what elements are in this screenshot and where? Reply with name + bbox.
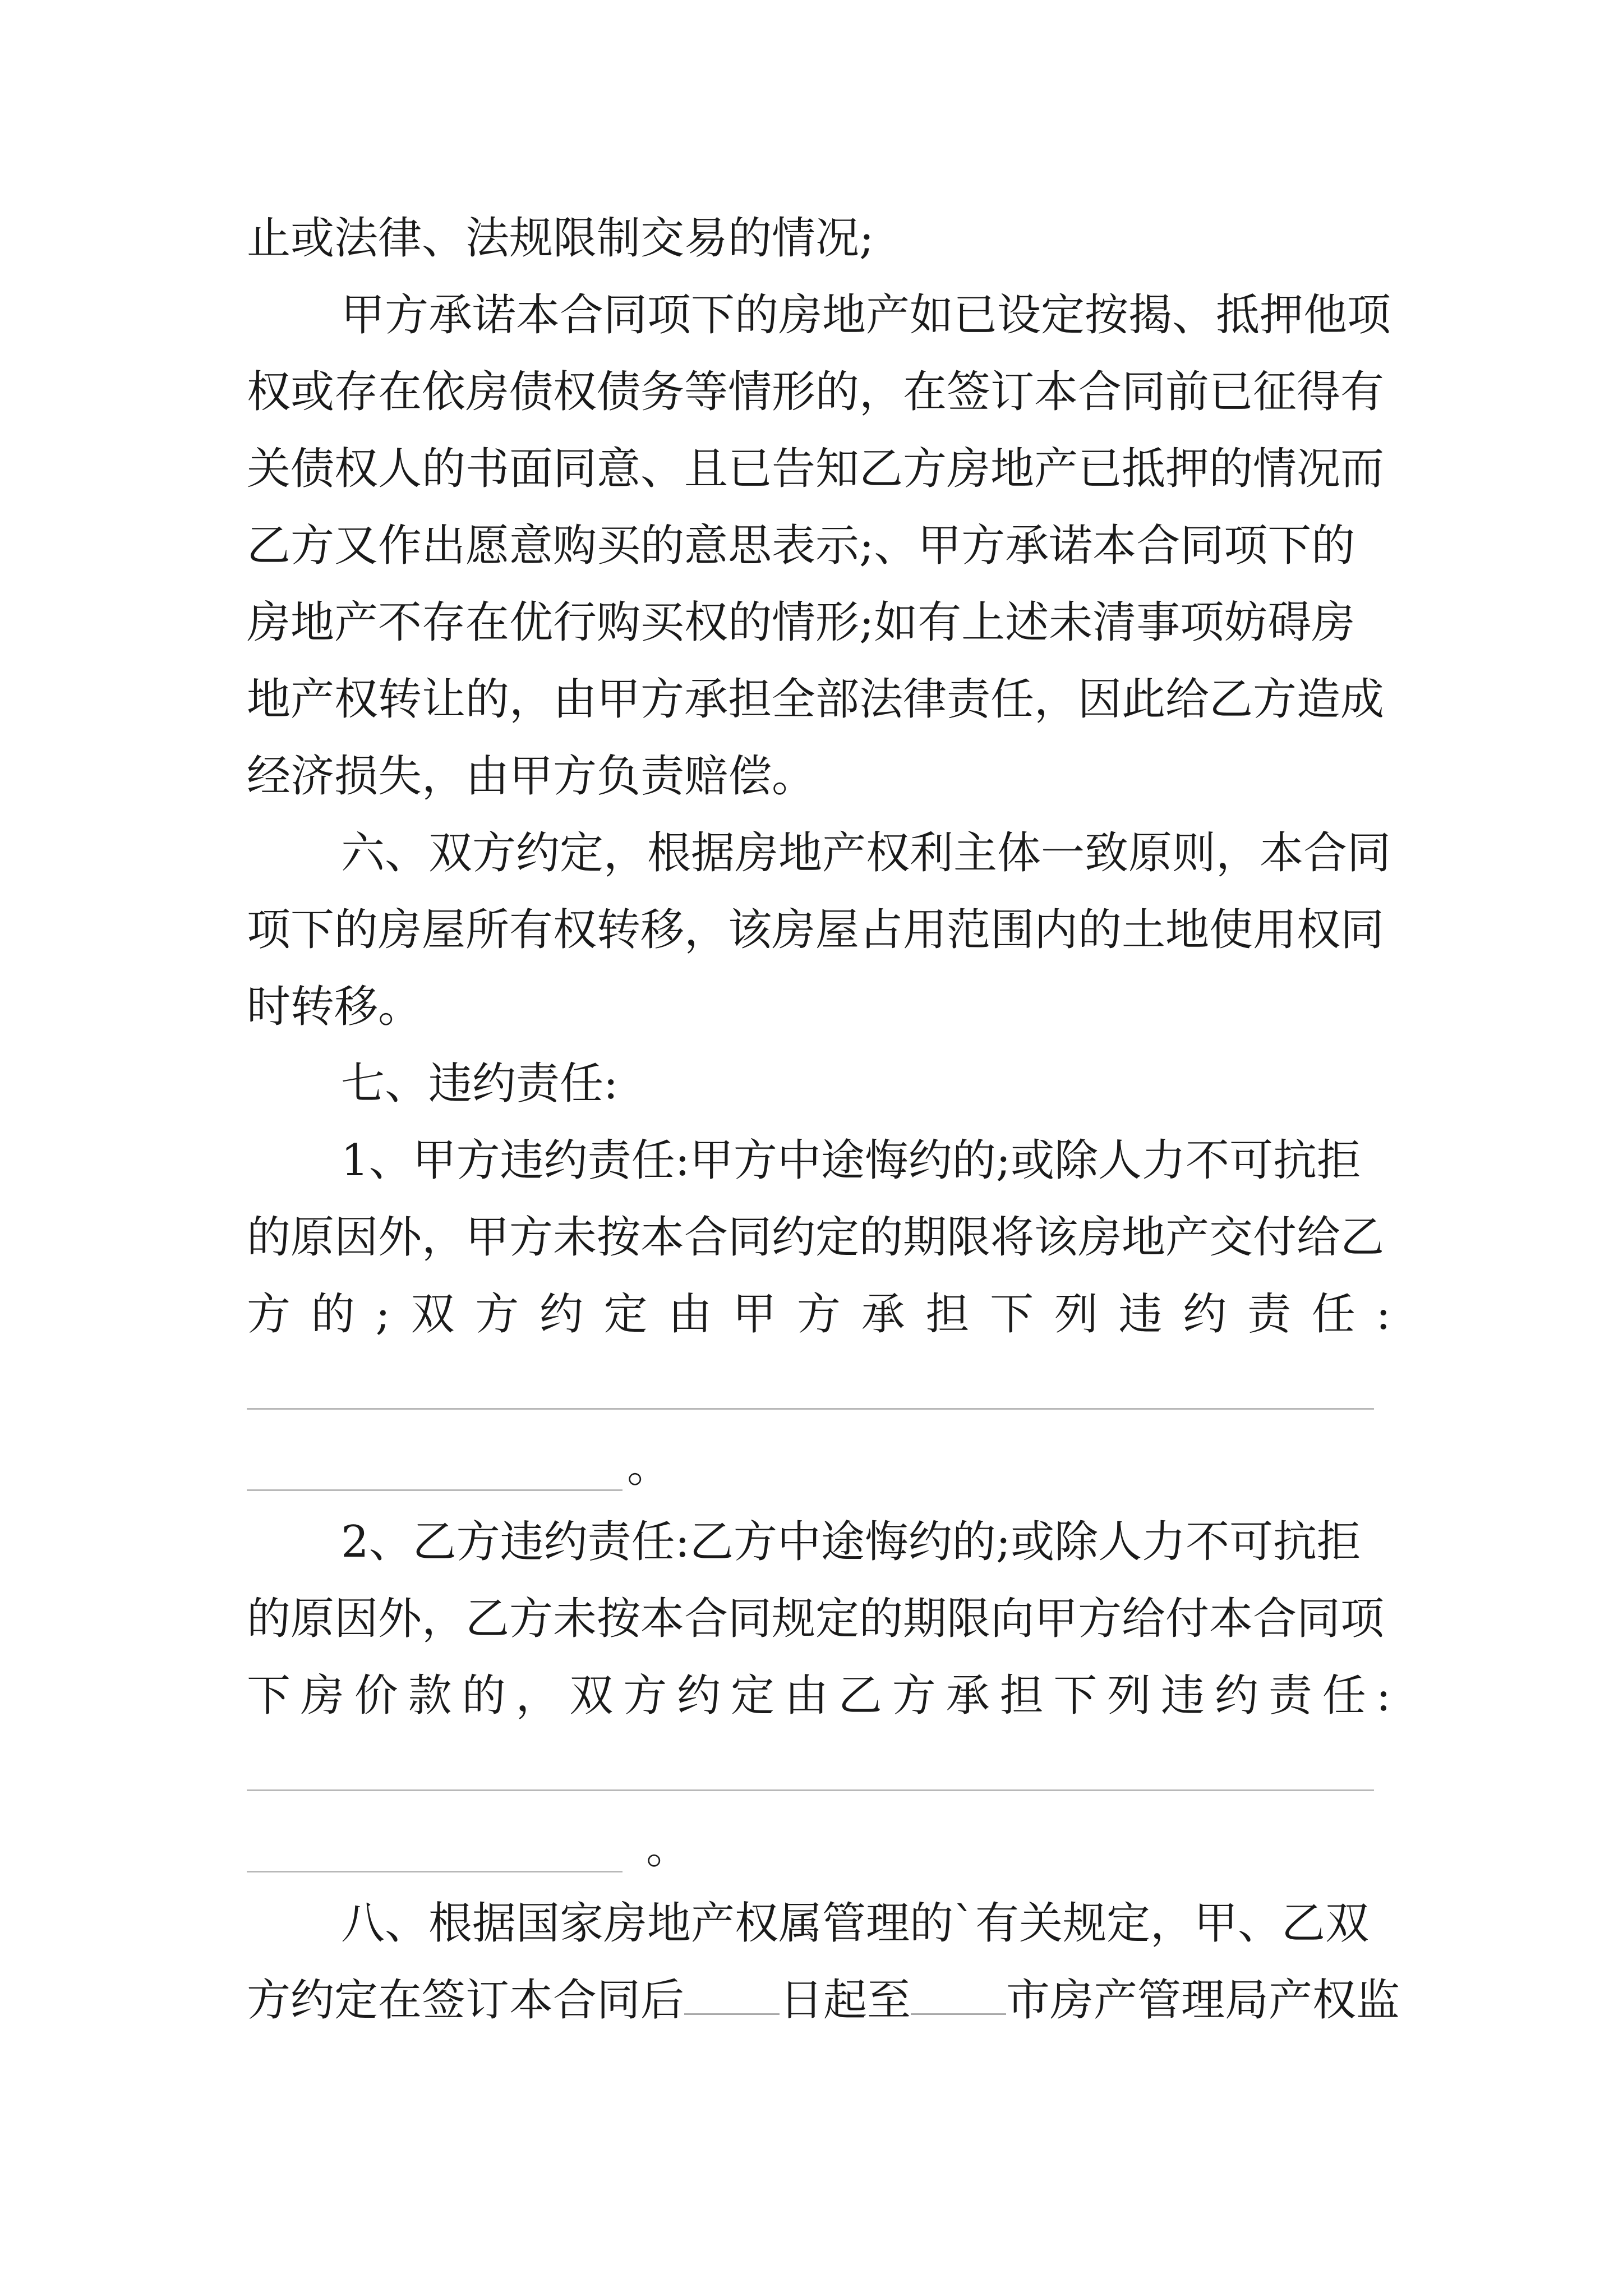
- char: 由: [668, 1289, 712, 1340]
- char: 乙: [838, 1671, 882, 1721]
- fill-in-line: [247, 1408, 1374, 1410]
- char: 方: [623, 1671, 667, 1721]
- blank-field: [684, 1974, 780, 2015]
- text-line: 经济损失，由甲方负责赔偿。: [247, 751, 816, 802]
- section-seven-heading: 七、违约责任:: [341, 1059, 619, 1109]
- char: 下: [990, 1289, 1034, 1340]
- char: 的: [462, 1671, 506, 1721]
- fill-in-line: [247, 1789, 1374, 1791]
- char: 列: [1054, 1289, 1098, 1340]
- char: 违: [1118, 1289, 1163, 1340]
- char: ，: [515, 1671, 560, 1721]
- text-segment: 方约定在签订本合同后: [247, 1975, 685, 2026]
- char: 价: [354, 1671, 398, 1721]
- char: 定: [603, 1289, 648, 1340]
- char: 任: [1322, 1671, 1366, 1721]
- blank-field: [911, 1974, 1006, 2015]
- clause-2-start: 2、乙方违约责任:乙方中途悔约的;或除人力不可抗拒: [341, 1517, 1361, 1567]
- period: 。: [646, 1823, 690, 1874]
- text-line: 的原因外，甲方未按本合同约定的期限将该房地产交付给乙: [247, 1212, 1385, 1263]
- char: 约: [1183, 1289, 1227, 1340]
- section-eight-start: 八、根据国家房地产权属管理的`有关规定，甲、乙双: [341, 1898, 1370, 1949]
- char: 方: [892, 1671, 936, 1721]
- char: 方: [796, 1289, 841, 1340]
- char: 担: [999, 1671, 1044, 1721]
- char: 下: [247, 1671, 291, 1721]
- char: 任: [1311, 1289, 1355, 1340]
- char: 由: [784, 1671, 828, 1721]
- char: :: [1376, 1289, 1391, 1340]
- text-segment: 市房产管理局产权监: [1006, 1975, 1400, 2026]
- char: 承: [946, 1671, 990, 1721]
- text-line: 时转移。: [247, 982, 422, 1032]
- fill-in-line: [247, 1871, 623, 1872]
- char: 甲: [732, 1289, 777, 1340]
- char: 约: [1215, 1671, 1259, 1721]
- section-six-start: 六、双方约定，根据房地产权利主体一致原则，本合同: [341, 828, 1391, 878]
- text-line: 关债权人的书面同意、且已告知乙方房地产已抵押的情况而: [247, 444, 1385, 494]
- char: 双: [569, 1671, 614, 1721]
- text-segment: 日起至: [780, 1975, 911, 2026]
- char: 定: [731, 1671, 775, 1721]
- char: 违: [1161, 1671, 1205, 1721]
- char: 承: [861, 1289, 905, 1340]
- char: 双: [411, 1289, 455, 1340]
- char: 房: [300, 1671, 344, 1721]
- clause-1-start: 1、甲方违约责任:甲方中途悔约的;或除人力不可抗拒: [341, 1135, 1361, 1186]
- char: 方: [247, 1289, 291, 1340]
- char: 责: [1268, 1671, 1312, 1721]
- char: 列: [1107, 1671, 1151, 1721]
- char: 款: [408, 1671, 452, 1721]
- char: :: [1376, 1671, 1391, 1721]
- char: ;: [375, 1289, 390, 1340]
- char: 约: [539, 1289, 583, 1340]
- fill-in-line: [247, 1489, 623, 1491]
- char: 约: [677, 1671, 721, 1721]
- text-line: 地产权转让的，由甲方承担全部法律责任，因此给乙方造成: [247, 674, 1385, 725]
- period: 。: [627, 1442, 671, 1492]
- text-line-with-blanks: [247, 1970, 1400, 2031]
- char: 下: [1053, 1671, 1098, 1721]
- text-line: 房地产不存在优行购买权的情形;如有上述未清事项妨碍房: [247, 597, 1355, 648]
- spaced-line-1: [247, 1283, 1391, 1345]
- text-line: 乙方又作出愿意购买的意思表示;、甲方承诺本合同项下的: [247, 521, 1355, 571]
- text-line: 项下的房屋所有权转移，该房屋占用范围内的土地使用权同: [247, 905, 1385, 955]
- paragraph-start: 甲方承诺本合同项下的房地产如已设定按揭、抵押他项: [341, 290, 1391, 341]
- text-line: 权或存在依房债权债务等情形的，在签订本合同前已征得有: [247, 367, 1385, 417]
- char: 担: [925, 1289, 970, 1340]
- char: 责: [1247, 1289, 1292, 1340]
- text-line: 的原因外，乙方未按本合同规定的期限向甲方给付本合同项: [247, 1594, 1385, 1644]
- spaced-line-2: [247, 1665, 1391, 1727]
- char: 的: [311, 1289, 355, 1340]
- text-line: 止或法律、法规限制交易的情况;: [247, 213, 874, 264]
- char: 方: [475, 1289, 519, 1340]
